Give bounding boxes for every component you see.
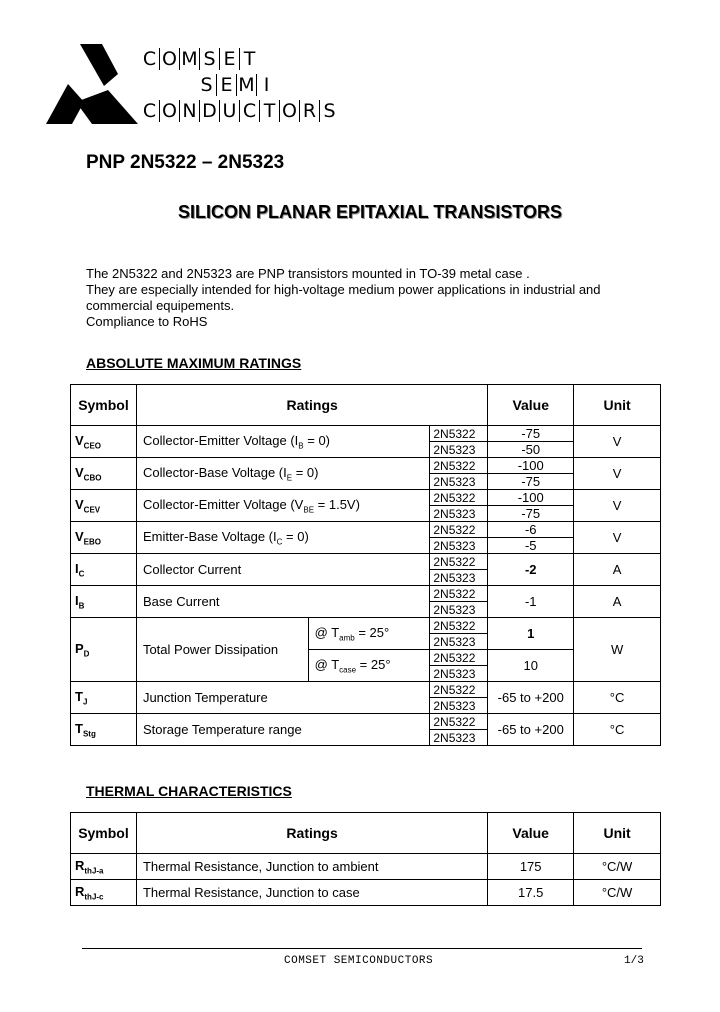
value-cell: -1 — [488, 586, 574, 618]
value-cell: -50 — [488, 442, 574, 458]
device-cell: 2N5322 — [430, 554, 488, 570]
header-ratings: Ratings — [136, 813, 487, 854]
device-cell: 2N5323 — [430, 506, 488, 522]
table-row — [71, 554, 661, 570]
symbol-letter: P — [75, 640, 84, 656]
logo-letter: R — [300, 100, 320, 122]
condition-suffix: = 25° — [354, 624, 390, 640]
condition-subscript: case — [339, 665, 357, 675]
rating-text: Collector Current — [142, 562, 242, 577]
symbol-cell — [71, 618, 137, 682]
rating-label — [136, 426, 429, 458]
symbol-cell — [71, 586, 137, 618]
logo-letter: C — [240, 100, 260, 122]
logo-letter: O — [160, 100, 180, 122]
symbol-cell — [71, 880, 137, 906]
rating-label: Thermal Resistance, Junction to ambient — [136, 854, 487, 880]
value-cell: 175 — [488, 854, 574, 880]
value-cell: -75 — [488, 426, 574, 442]
table-row — [71, 586, 661, 602]
footer-divider — [82, 948, 642, 949]
unit-cell: °C/W — [574, 880, 661, 906]
device-cell: 2N5323 — [430, 634, 488, 650]
thermal-table — [70, 812, 661, 906]
value-cell: -65 to +200 — [488, 714, 574, 746]
device-cell: 2N5322 — [430, 426, 488, 442]
logo-letter: O — [280, 100, 300, 122]
table-row — [71, 426, 661, 442]
rating-label — [136, 586, 429, 618]
condition-prefix: @ T — [314, 656, 340, 672]
table-row — [71, 618, 661, 634]
logo-letter: I — [263, 74, 270, 96]
value-cell: 10 — [488, 650, 574, 682]
device-cell: 2N5323 — [430, 442, 488, 458]
device-cell: 2N5323 — [430, 698, 488, 714]
condition-cell — [308, 618, 430, 650]
rating-label: Total Power Dissipation — [136, 618, 308, 682]
logo-letter: C — [140, 100, 160, 122]
value-cell: -6 — [488, 522, 574, 538]
logo-letter: D — [200, 100, 220, 122]
logo-letter: E — [217, 74, 237, 96]
rating-text-end: = 1.5V) — [314, 496, 360, 512]
rating-subscript: E — [286, 473, 293, 483]
symbol-letter: V — [75, 496, 84, 512]
logo-letter: S — [197, 74, 217, 96]
device-cell: 2N5322 — [430, 490, 488, 506]
value-cell: 1 — [488, 618, 574, 650]
unit-cell: V — [574, 490, 661, 522]
symbol-cell — [71, 682, 137, 714]
footer-page-number: 1/3 — [624, 955, 644, 967]
symbol-cell — [71, 458, 137, 490]
table-row — [71, 880, 661, 906]
symbol-cell — [71, 714, 137, 746]
logo-letter: S — [323, 100, 336, 122]
symbol-subscript: CEV — [83, 505, 101, 515]
symbol-letter: V — [75, 528, 84, 544]
rating-subscript: B — [298, 441, 304, 451]
value-cell: -2 — [488, 554, 574, 586]
logo-letter: T — [243, 48, 256, 70]
device-cell: 2N5322 — [430, 714, 488, 730]
table-row — [71, 854, 661, 880]
device-cell: 2N5322 — [430, 650, 488, 666]
table-row — [71, 490, 661, 506]
footer-company: COMSET SEMICONDUCTORS — [284, 955, 434, 967]
device-cell: 2N5323 — [430, 474, 488, 490]
header-value: Value — [488, 813, 574, 854]
table-row — [71, 522, 661, 538]
device-cell: 2N5323 — [430, 570, 488, 586]
symbol-letter: I — [75, 592, 79, 608]
logo-letter: N — [180, 100, 200, 122]
unit-cell: W — [574, 618, 661, 682]
device-cell: 2N5323 — [430, 538, 488, 554]
abs-max-table — [70, 384, 661, 746]
header-symbol: Symbol — [71, 385, 137, 426]
unit-cell: V — [574, 522, 661, 554]
value-cell: -65 to +200 — [488, 682, 574, 714]
rating-text-end: = 0) — [292, 464, 319, 480]
symbol-subscript: J — [82, 697, 88, 707]
symbol-subscript: D — [83, 649, 90, 659]
symbol-letter: T — [75, 720, 83, 736]
symbol-subscript: EBO — [83, 537, 102, 547]
symbol-subscript: Stg — [82, 729, 96, 739]
symbol-letter: R — [75, 857, 85, 873]
symbol-subscript: CEO — [83, 441, 102, 451]
rating-label — [136, 522, 429, 554]
rating-text: Storage Temperature range — [142, 722, 302, 737]
unit-cell: °C/W — [574, 854, 661, 880]
value-cell: -5 — [488, 538, 574, 554]
intro-text: The 2N5322 and 2N5323 are PNP transistors mounted in TO-39 metal case . They are especially intended for high-voltage medium power applications in industrial and commercial equipements. Compliance to RoHS — [86, 266, 601, 329]
value-cell: -75 — [488, 506, 574, 522]
header-unit: Unit — [574, 385, 661, 426]
condition-cell — [308, 650, 430, 682]
header-symbol: Symbol — [71, 813, 137, 854]
rating-subscript: BE — [303, 505, 315, 515]
symbol-cell — [71, 426, 137, 458]
symbol-subscript: C — [78, 569, 85, 579]
logo-letter: S — [200, 48, 220, 70]
table-row — [71, 458, 661, 474]
logo-text-comset — [140, 48, 259, 70]
unit-cell: V — [574, 458, 661, 490]
symbol-cell — [71, 554, 137, 586]
rating-text: Collector-Base Voltage (I — [142, 464, 287, 480]
logo-text-conductors — [140, 100, 339, 122]
symbol-letter: T — [75, 688, 83, 704]
rating-label: Thermal Resistance, Junction to case — [136, 880, 487, 906]
logo-text-semi — [197, 74, 276, 96]
rating-text: Collector-Emitter Voltage (I — [142, 432, 299, 448]
logo-letter: M — [180, 48, 200, 70]
logo-letter: O — [160, 48, 180, 70]
condition-subscript: amb — [339, 633, 355, 643]
value-cell: 17.5 — [488, 880, 574, 906]
thermal-heading: THERMAL CHARACTERISTICS — [86, 783, 292, 799]
rating-text-end: = 0) — [282, 528, 309, 544]
rating-label — [136, 458, 429, 490]
symbol-cell — [71, 522, 137, 554]
symbol-letter: V — [75, 464, 84, 480]
unit-cell: °C — [574, 682, 661, 714]
symbol-cell — [71, 854, 137, 880]
rating-text: Emitter-Base Voltage (I — [142, 528, 277, 544]
condition-prefix: @ T — [314, 624, 340, 640]
symbol-letter: V — [75, 432, 84, 448]
symbol-subscript: thJ-c — [84, 892, 104, 902]
condition-suffix: = 25° — [356, 656, 391, 672]
symbol-letter: R — [75, 883, 85, 899]
value-cell: -75 — [488, 474, 574, 490]
unit-cell: A — [574, 554, 661, 586]
rating-label — [136, 682, 429, 714]
device-cell: 2N5322 — [430, 522, 488, 538]
header-value: Value — [488, 385, 574, 426]
header-ratings: Ratings — [136, 385, 487, 426]
device-cell: 2N5322 — [430, 458, 488, 474]
rating-text: Base Current — [142, 594, 220, 609]
table-row — [71, 714, 661, 730]
symbol-subscript: CBO — [83, 473, 102, 483]
value-cell: -100 — [488, 490, 574, 506]
company-logo-icon — [46, 44, 138, 124]
rating-subscript: C — [276, 537, 283, 547]
rating-label — [136, 554, 429, 586]
logo-letter: C — [140, 48, 160, 70]
device-cell: 2N5322 — [430, 618, 488, 634]
rating-text: Junction Temperature — [142, 690, 268, 705]
value-cell: -100 — [488, 458, 574, 474]
logo-letter: M — [237, 74, 257, 96]
page-subtitle: SILICON PLANAR EPITAXIAL TRANSISTORS — [177, 202, 563, 222]
rating-text-end: = 0) — [303, 432, 331, 448]
abs-max-heading: ABSOLUTE MAXIMUM RATINGS — [86, 355, 302, 371]
logo-letter: E — [220, 48, 240, 70]
rating-label — [136, 490, 429, 522]
table-row — [71, 682, 661, 698]
symbol-cell — [71, 490, 137, 522]
symbol-letter: I — [75, 560, 79, 576]
unit-cell: A — [574, 586, 661, 618]
device-cell: 2N5323 — [430, 666, 488, 682]
logo-letter: U — [220, 100, 240, 122]
unit-cell: V — [574, 426, 661, 458]
unit-cell: °C — [574, 714, 661, 746]
page-title: PNP 2N5322 – 2N5323 — [86, 152, 285, 173]
symbol-subscript: thJ-a — [84, 866, 104, 876]
device-cell: 2N5323 — [430, 730, 488, 746]
device-cell: 2N5323 — [430, 602, 488, 618]
symbol-subscript: B — [78, 601, 85, 611]
rating-label — [136, 714, 429, 746]
device-cell: 2N5322 — [430, 682, 488, 698]
logo-letter: T — [260, 100, 280, 122]
header-unit: Unit — [574, 813, 661, 854]
rating-text: Collector-Emitter Voltage (V — [142, 496, 304, 512]
device-cell: 2N5322 — [430, 586, 488, 602]
